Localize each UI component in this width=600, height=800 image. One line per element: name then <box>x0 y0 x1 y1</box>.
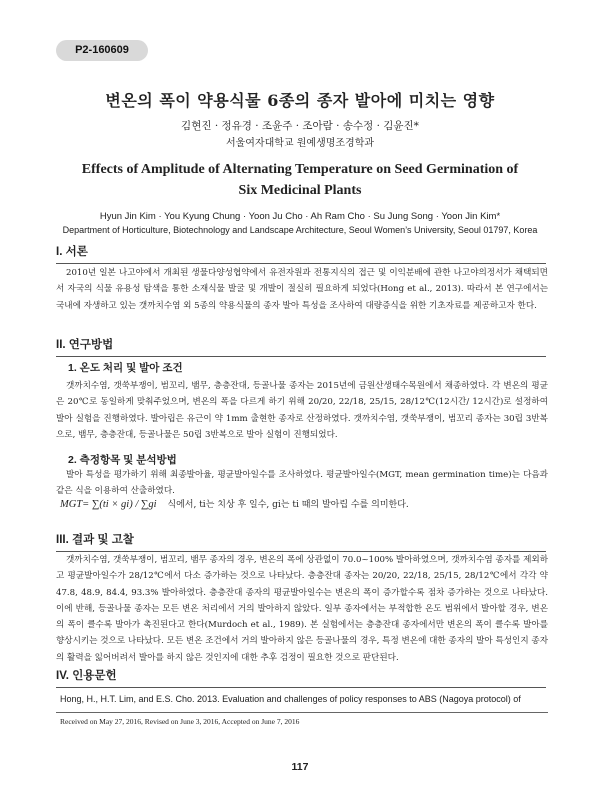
english-title-line1: Effects of Amplitude of Alternating Temperature on Seed Germination of <box>81 162 519 177</box>
page-number: 117 <box>291 761 309 773</box>
intro-paragraph: 2010년 일본 나고야에서 개최된 생물다양성협약에서 유전자원과 전통지식의 접근 및 이익분배에 관한 나고야의정서가 채택되면서 자국의 식물 유용성 탐색을 통한 소재식물 발굴 및 개발이 절실히 필요하게 되었다(Hong et al., 2013). 따라서 본 연구에서는 국내에 자생하고 있는 갯까치수염 외 5종의 약용식물의 종자 발아 특성을 조사하여 대량증식을 위한 기초자료를 제공하고자 한다. <box>56 268 548 311</box>
footnote-divider <box>56 712 548 713</box>
section-heading-intro: I. 서론 <box>56 243 546 264</box>
mgt-formula-description: 식에서, ti는 치상 후 일수, gi는 ti 때의 발아립 수를 의미한다. <box>167 500 409 510</box>
english-authors: Hyun Jin Kim · You Kyung Chung · Yoon Ju Cho · Ah Ram Cho · Su Jung Song · Yoon Jin Kim* <box>99 211 501 222</box>
subsection-heading-measurement: 2. 측정항목 및 분석방법 <box>68 454 177 466</box>
mgt-formula: MGT= ∑(ti × gi) / ∑gi <box>60 499 157 510</box>
english-affiliation: Department of Horticulture, Biotechnology and Landscape Architecture, Seoul Women’s University, Seoul 01797, Korea <box>62 225 538 235</box>
english-title <box>60 159 540 201</box>
subsection-heading-temperature: 1. 온도 처리 및 발아 조건 <box>68 362 183 374</box>
korean-authors: 김현진 · 정유경 · 조윤주 · 조아람 · 송수정 · 김윤진* <box>181 120 419 132</box>
reference-entry: Hong, H., H.T. Lim, and E.S. Cho. 2013. Evaluation and challenges of policy responses to ABS (Nagoya protocol) of <box>60 694 521 704</box>
methods-temperature-paragraph: 갯까치수염, 갯쑥부쟁이, 범꼬리, 뱀무, 층층잔대, 등골나물 종자는 2015년에 금원산생태수목원에서 채종하였다. 각 변온의 평균은 20℃로 동일하게 맞춰주었으며, 변온의 폭을 다르게 하기 위해 20/20, 22/18, 25/15, 28/12℃(12시간/ 12시간)로 설정하여 발아 실험을 진행하였다. 발아립은 유근이 약 1mm 출현한 종자로 산정하였다. 갯까치수염, 갯쑥부쟁이, 범꼬리 종자는 30립 3반복으로, 뱀무, 층층잔대, 등골나물은 50립 3반복으로 발아 실험이 진행되었다. <box>56 381 548 440</box>
methods-measurement-paragraph: 발아 특성을 평가하기 위해 최종발아율, 평균발아일수를 조사하였다. 평균발아일수(MGT, mean germination time)는 다음과 같은 식을 이용하여 산출하였다. <box>56 470 548 497</box>
results-paragraph: 갯까치수염, 갯쑥부쟁이, 범꼬리, 뱀무 종자의 경우, 변온의 폭에 상관없이 70.0~100% 발아하였으며, 갯까치수염 종자를 제외하고 평균발아일수가 28/12℃에서 다소 증가하는 것으로 나타났다. 층층잔대 종자는 20/20, 22/18, 25/15, 28/12℃에서 각각 약 47.8, 48.9, 84.4, 93.3% 발아하였다. 층층잔대 종자의 평균발아일수는 변온의 폭이 증가할수록 점차 증가하는 것으로 나타났다. 이에 반해, 등골나물 종자는 모든 변온 처리에서 거의 발아하지 않았다. 일부 종자에서는 부적합한 온도 범위에서 발아할 경우, 변온의 폭이 클수록 발아가 촉진된다고 한다(Murdoch et al., 1989). 본 실험에서는 층층잔대 종자에서만 변온의 폭이 클수록 발아를 향상시키는 것으로 나타났다. 모든 변온 조건에서 거의 발아하지 않은 등골나물의 경우, 특정 변온에 대한 종자의 발아 특성인지 종자의 활력을 잃어버려서 발아를 하지 않은 것인지에 대한 추후 검정이 필요한 것으로 판단된다. <box>56 555 548 663</box>
korean-title: 변온의 폭이 약용식물 6종의 종자 발아에 미치는 영향 <box>105 91 495 110</box>
section-heading-methods: II. 연구방법 <box>56 336 546 357</box>
section-heading-results: III. 결과 및 고찰 <box>56 531 546 552</box>
mgt-formula-line <box>60 497 550 510</box>
received-dates: Received on May 27, 2016, Revised on June 3, 2016, Accepted on June 7, 2016 <box>60 717 300 726</box>
paper-id-badge: P2-160609 <box>56 40 148 61</box>
section-heading-references: IV. 인용문헌 <box>56 667 546 688</box>
english-title-line2: Six Medicinal Plants <box>238 183 362 198</box>
korean-affiliation: 서울여자대학교 원예생명조경학과 <box>225 138 375 149</box>
